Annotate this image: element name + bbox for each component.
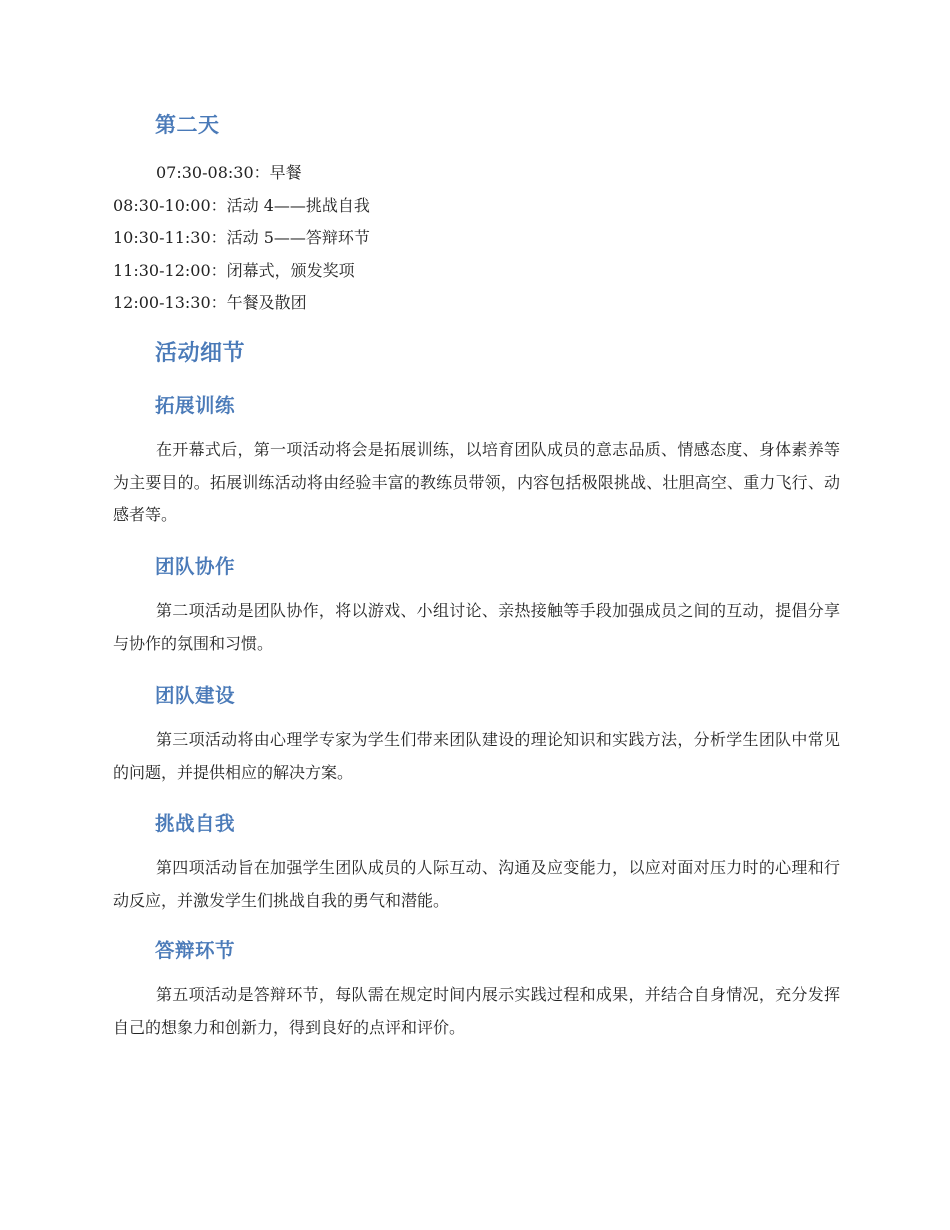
section-title: 答辩环节	[155, 939, 236, 962]
schedule-line: 12:00-13:30：午餐及散团	[113, 293, 307, 312]
section-team-building	[113, 682, 840, 789]
section-title: 团队建设	[155, 684, 236, 707]
section-title: 挑战自我	[155, 812, 236, 835]
section-body: 第四项活动旨在加强学生团队成员的人际互动、沟通及应变能力，以应对面对压力时的心理和行动反应，并激发学生们挑战自我的勇气和潜能。	[113, 858, 840, 910]
activity-details-heading: 活动细节	[155, 341, 246, 366]
schedule-line: 08:30-10:00：活动 4——挑战自我	[113, 195, 370, 215]
day-two-schedule	[113, 157, 840, 320]
section-body: 第三项活动将由心理学专家为学生们带来团队建设的理论知识和实践方法，分析学生团队中常见的问题，并提供相应的解决方案。	[113, 730, 840, 782]
section-title: 团队协作	[155, 555, 236, 578]
schedule-line: 10:30-11:30：活动 5——答辩环节	[113, 228, 370, 247]
section-body: 第五项活动是答辩环节，每队需在规定时间内展示实践过程和成果，并结合自身情况，充分发挥自己的想象力和创新力，得到良好的点评和评价。	[113, 985, 840, 1037]
section-defense	[113, 937, 840, 1044]
section-body: 在开幕式后，第一项活动将会是拓展训练，以培育团队成员的意志品质、情感态度、身体素养等为主要目的。拓展训练活动将由经验丰富的教练员带领，内容包括极限挑战、壮胆高空、重力飞行、动感者等。	[113, 440, 840, 524]
schedule-line: 11:30-12:00：闭幕式，颁发奖项	[113, 260, 355, 280]
section-expansion-training	[113, 392, 840, 532]
section-title: 拓展训练	[155, 394, 236, 417]
schedule-line: 07:30-08:30：早餐	[156, 163, 302, 182]
section-team-cooperation	[113, 553, 840, 660]
day-two-heading: 第二天	[155, 113, 220, 137]
section-self-challenge	[113, 810, 840, 917]
section-body: 第二项活动是团队协作，将以游戏、小组讨论、亲热接触等手段加强成员之间的互动，提倡分享与协作的氛围和习惯。	[113, 601, 840, 653]
